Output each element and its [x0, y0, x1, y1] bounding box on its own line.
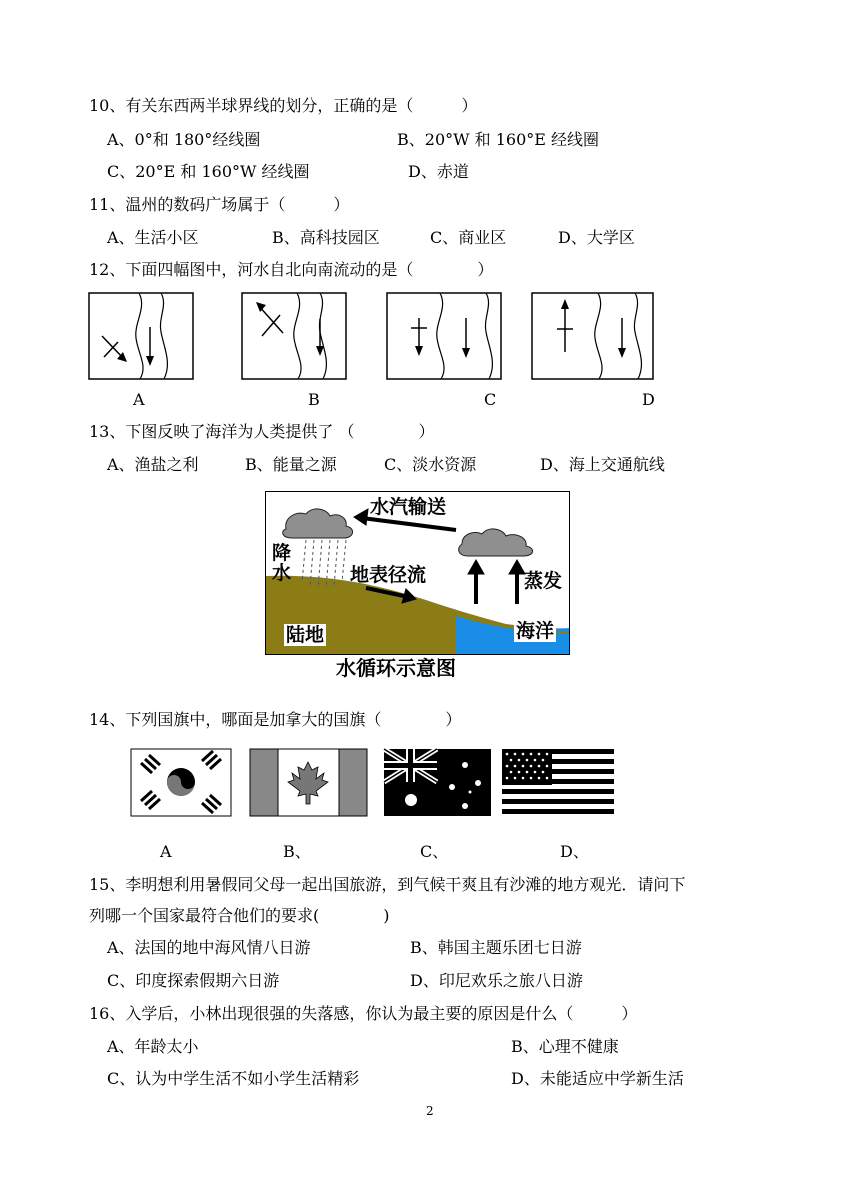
q11-option-a: A、生活小区 — [107, 228, 199, 247]
q15-option-c: C、印度探索假期六日游 — [107, 971, 280, 990]
label-ocean: 海洋 — [516, 620, 555, 642]
q10-stem: 10、有关东西两半球界线的划分，正确的是（ ） — [89, 96, 478, 115]
q14-stem: 14、下列国旗中，哪面是加拿大的国旗（ ） — [89, 710, 462, 729]
q16-stem: 16、入学后，小林出现很强的失落感，你认为最主要的原因是什么（ ） — [89, 1004, 638, 1023]
q13-stem: 13、下图反映了海洋为人类提供了 （ ） — [89, 422, 435, 441]
q11-option-c: C、商业区 — [430, 228, 507, 247]
q13-option-d: D、海上交通航线 — [540, 455, 665, 474]
q12-label-a: A — [133, 390, 145, 409]
q15-line2: 列哪一个国家最符合他们的要求( ) — [89, 906, 390, 925]
q16-option-c: C、认为中学生活不如小学生活精彩 — [107, 1069, 360, 1088]
q10-option-d: D、赤道 — [408, 162, 469, 181]
q11-option-b: B、高科技园区 — [272, 228, 380, 247]
q13-option-a: A、渔盐之利 — [107, 455, 199, 474]
q15-option-d: D、印尼欢乐之旅八日游 — [410, 971, 583, 990]
flag-australia — [384, 749, 491, 816]
label-vapor-transport: 水汽输送 — [370, 496, 447, 518]
flag-usa — [502, 749, 614, 816]
q14-label-c: C、 — [420, 842, 449, 861]
label-precipitation-1: 降 — [272, 542, 292, 564]
q10-option-a: A、0°和 180°经线圈 — [107, 130, 261, 149]
q14-label-b: B、 — [283, 842, 311, 861]
q12-label-c: C — [484, 390, 497, 409]
q14-label-d: D、 — [560, 842, 589, 861]
q16-option-b: B、心理不健康 — [511, 1037, 619, 1056]
q13-option-c: C、淡水资源 — [384, 455, 477, 474]
q15-option-a: A、法国的地中海风情八日游 — [107, 938, 311, 957]
q10-option-c: C、20°E 和 160°W 经线圈 — [107, 162, 310, 181]
diagram-caption: 水循环示意图 — [336, 656, 456, 680]
q15-line1: 15、李明想利用暑假同父母一起出国旅游，到气候干爽且有沙滩的地方观光．请问下 — [89, 875, 686, 894]
q15-option-b: B、韩国主题乐团七日游 — [410, 938, 582, 957]
q11-option-d: D、大学区 — [558, 228, 635, 247]
label-land: 陆地 — [286, 624, 325, 646]
q12-label-b: B — [308, 390, 320, 409]
q11-stem: 11、温州的数码广场属于（ ） — [89, 195, 350, 214]
flag-canada — [250, 749, 367, 816]
q12-label-d: D — [642, 390, 655, 409]
q16-option-d: D、未能适应中学新生活 — [511, 1069, 684, 1088]
q10-option-b: B、20°W 和 160°E 经线圈 — [397, 130, 600, 149]
page-number: 2 — [426, 1104, 434, 1118]
q14-label-a: A — [160, 842, 172, 861]
q13-option-b: B、能量之源 — [245, 455, 337, 474]
label-evaporation: 蒸发 — [524, 570, 563, 592]
label-surface-runoff: 地表径流 — [350, 564, 427, 586]
label-precipitation-2: 水 — [272, 562, 292, 584]
q16-option-a: A、年龄太小 — [107, 1037, 199, 1056]
q12-stem: 12、下面四幅图中，河水自北向南流动的是（ ） — [89, 260, 494, 279]
flag-south-korea — [131, 749, 231, 816]
